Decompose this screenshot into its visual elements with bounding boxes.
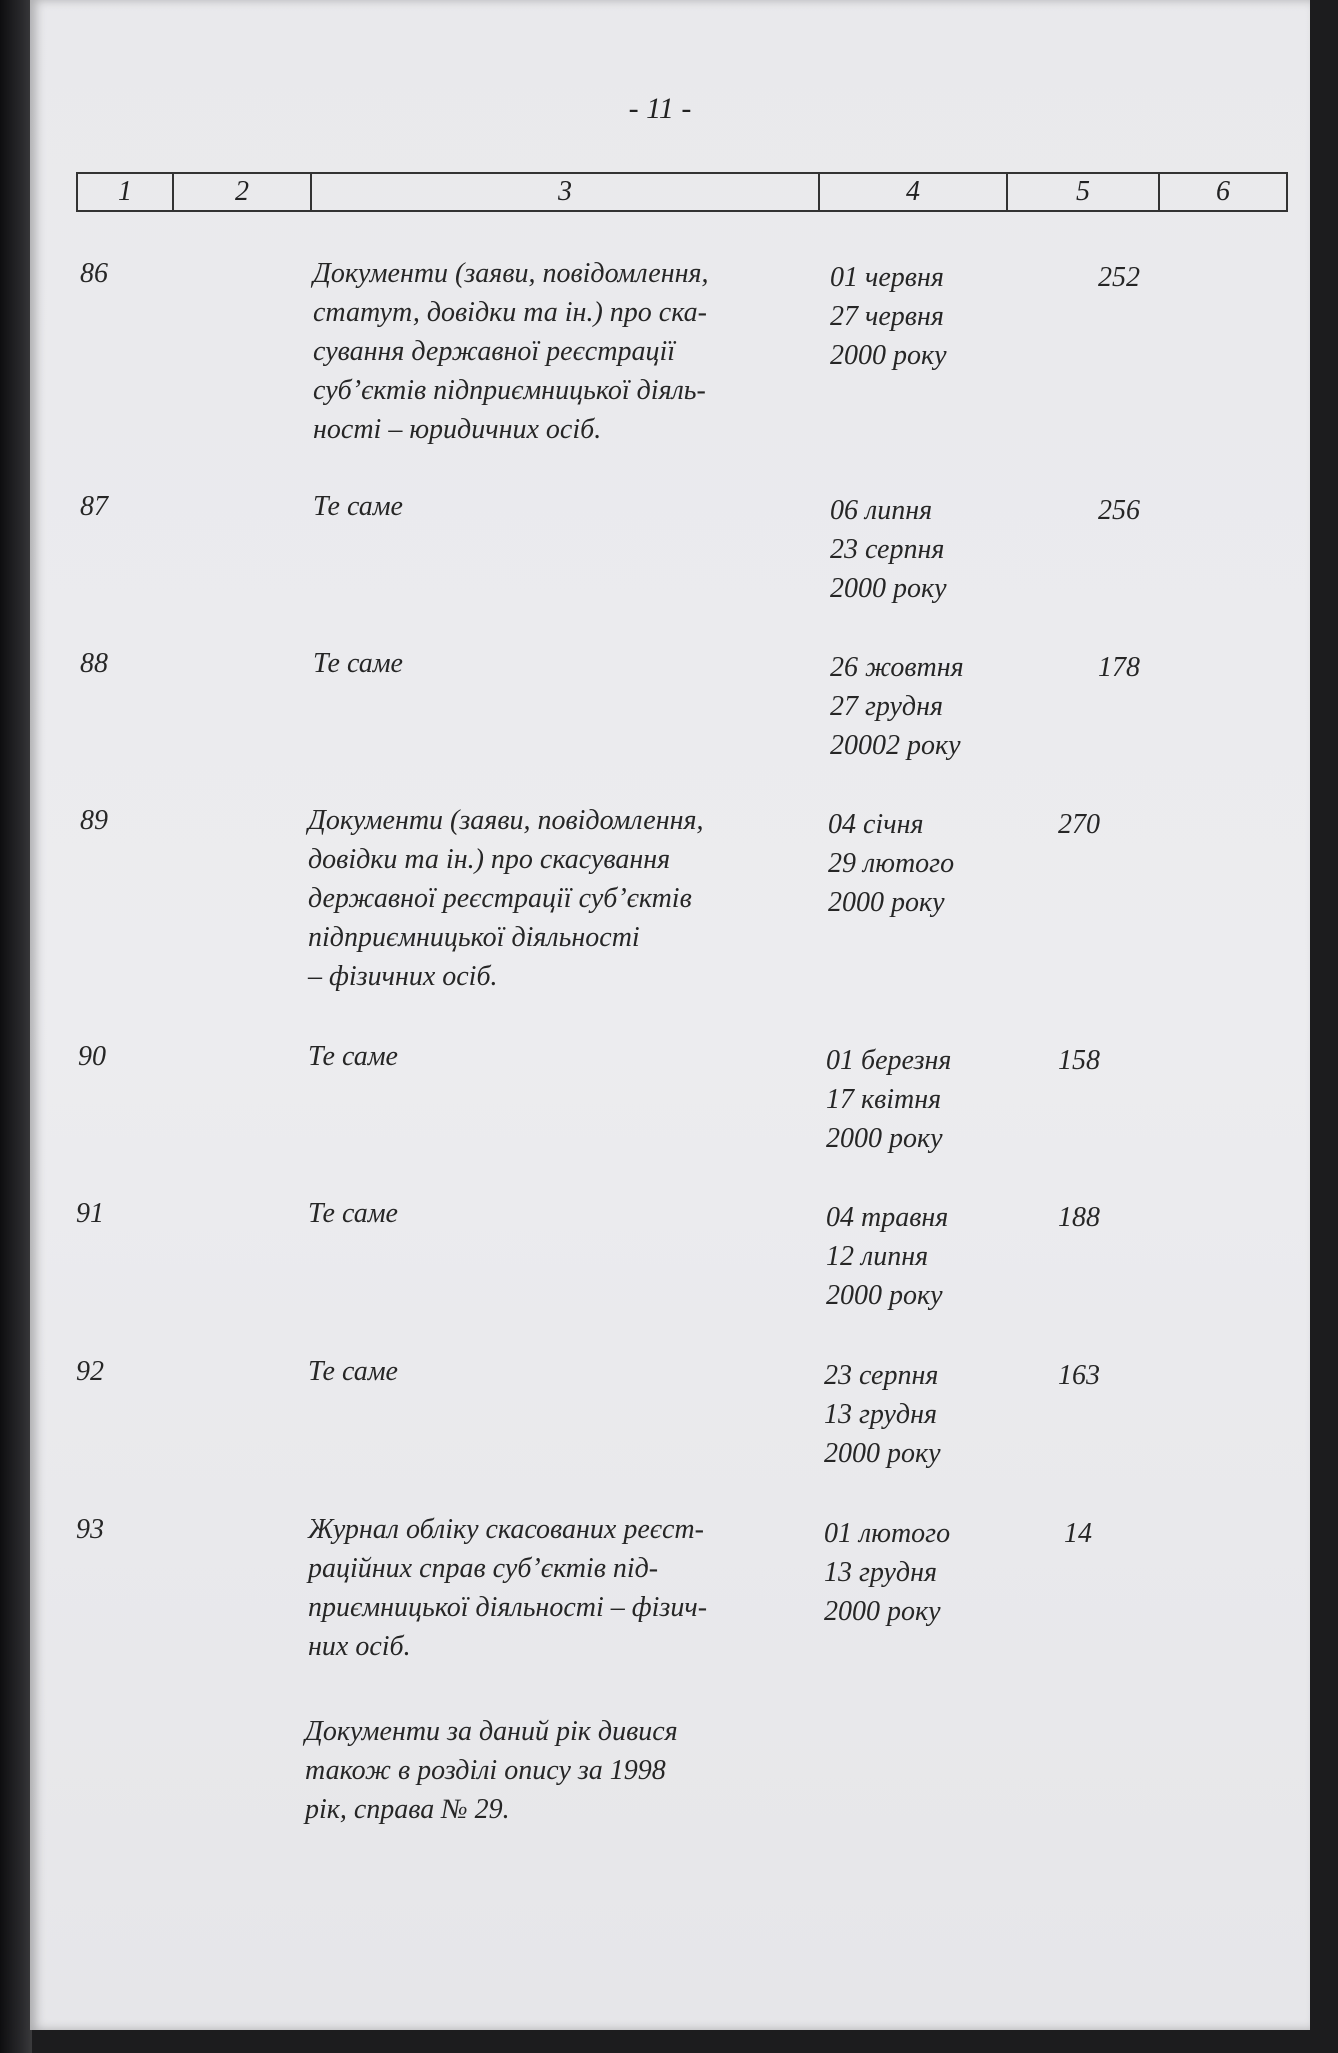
- row-sheets: 178: [1098, 652, 1140, 683]
- row-dates: 06 липня 23 серпня 2000 року: [830, 495, 947, 604]
- row-dates: 04 січня 29 лютого 2000 року: [828, 809, 955, 918]
- row-title: Документи (заяви, повідомлення, статут, довідки та ін.) про ска- сування державної реєстрації суб’єктів підприємницької діяль- ності – юридичних осіб.: [313, 258, 709, 445]
- row-sheets: 188: [1058, 1202, 1100, 1233]
- row-number: 93: [76, 1514, 104, 1545]
- row-number: 90: [78, 1041, 106, 1072]
- row-dates: 01 березня 17 квітня 2000 року: [826, 1045, 952, 1154]
- column-header-1: 1: [78, 174, 174, 210]
- row-sheets: 14: [1064, 1518, 1092, 1549]
- row-title: Те саме: [313, 491, 403, 522]
- row-title: Те саме: [308, 1356, 398, 1387]
- row-number: 89: [80, 805, 108, 836]
- row-title: Те саме: [308, 1041, 398, 1072]
- column-header-row: [76, 172, 1288, 212]
- row-number: 88: [80, 648, 108, 679]
- row-sheets: 256: [1098, 495, 1140, 526]
- row-dates: 23 серпня 13 грудня 2000 року: [824, 1360, 941, 1469]
- row-sheets: 158: [1058, 1045, 1100, 1076]
- row-number: 87: [80, 491, 108, 522]
- row-number: 91: [76, 1198, 104, 1229]
- row-dates: 01 червня 27 червня 2000 року: [830, 262, 947, 371]
- column-header-5: 5: [1008, 174, 1160, 210]
- row-sheets: 270: [1058, 809, 1100, 840]
- row-number: 92: [76, 1356, 104, 1387]
- row-dates: 26 жовтня 27 грудня 20002 року: [830, 652, 964, 761]
- column-header-2: 2: [174, 174, 312, 210]
- column-header-3: 3: [312, 174, 820, 210]
- document-page: [30, 0, 1310, 2030]
- column-header-6: 6: [1216, 176, 1230, 207]
- row-dates: 01 лютого 13 грудня 2000 року: [824, 1518, 951, 1627]
- row-title: Те саме: [313, 648, 403, 679]
- page-shadow: [0, 0, 32, 2053]
- row-title: Документи (заяви, повідомлення, довідки та ін.) про скасування державної реєстрації суб’єктів підприємницької діяльності – фізичних осіб.: [308, 805, 704, 992]
- page-number: - 11 -: [628, 92, 692, 125]
- row-number: 86: [80, 258, 108, 289]
- row-sheets: 163: [1058, 1360, 1100, 1391]
- row-title: Те саме: [308, 1198, 398, 1229]
- row-title: Журнал обліку скасованих реєст- раційних справ суб’єктів під- приємницької діяльності – фізич- них осіб.: [308, 1514, 708, 1662]
- column-header-4: 4: [820, 174, 1008, 210]
- row-dates: 04 травня 12 липня 2000 року: [826, 1202, 949, 1311]
- row-sheets: 252: [1098, 262, 1140, 293]
- cross-reference-note: Документи за даний рік дивися також в розділі опису за 1998 рік, справа № 29.: [305, 1716, 678, 1825]
